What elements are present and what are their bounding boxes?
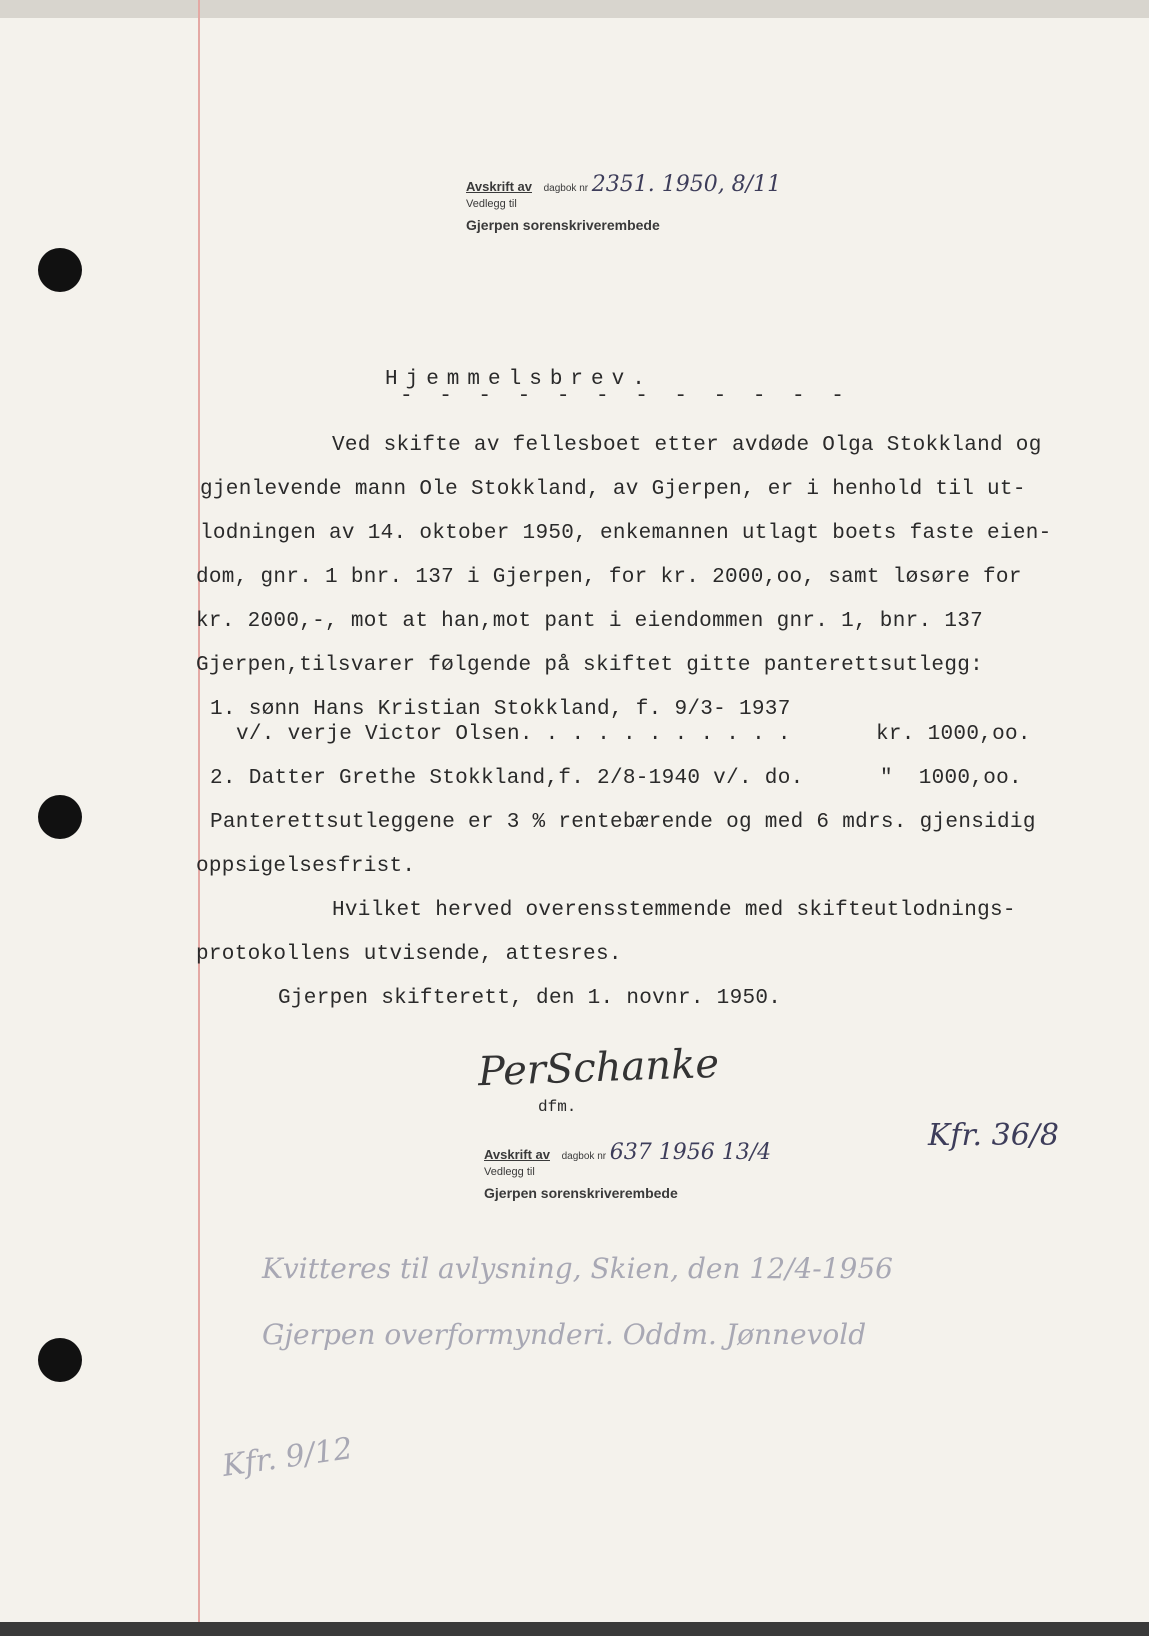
stamp-vedlegg-label: Vedlegg til — [466, 198, 517, 210]
signature-title: dfm. — [538, 1098, 577, 1116]
body-line: gjenlevende mann Ole Stokkland, av Gjerpen, er i henhold til ut- — [200, 478, 1026, 501]
signature: PerSchanke — [477, 1040, 720, 1096]
stamp-dagbok-label: dagbok nr — [543, 183, 589, 194]
scan-top-edge — [0, 0, 1149, 18]
handwritten-corner-note: Kfr. 9/12 — [220, 1431, 355, 1484]
stamp-office: Gjerpen sorenskriverembede — [484, 1185, 678, 1201]
closing-line: Hvilket herved overensstemmende med skifteutlodnings- — [332, 899, 1016, 922]
list-item-1-amount: kr. 1000,oo. — [876, 723, 1031, 746]
stamp-avskrift-label: Avskrift av — [466, 179, 532, 194]
stamp-office: Gjerpen sorenskriverembede — [466, 217, 660, 233]
stamp-handwritten-number: 2351. 1950, 8/11 — [591, 172, 782, 197]
punch-hole — [38, 1338, 82, 1382]
closing-line: oppsigelsesfrist. — [196, 855, 416, 878]
place-date-line: Gjerpen skifterett, den 1. novnr. 1950. — [278, 987, 782, 1010]
closing-line: Panterettsutleggene er 3 % rentebærende og med 6 mdrs. gjensidig — [210, 811, 1036, 834]
body-line: lodningen av 14. oktober 1950, enkemannen utlagt boets faste eien- — [200, 522, 1052, 545]
margin-line — [198, 0, 200, 1636]
closing-line: protokollens utvisende, attesres. — [196, 943, 622, 966]
stamp-handwritten-number: 637 1956 13/4 — [609, 1140, 772, 1165]
stamp-vedlegg-label: Vedlegg til — [484, 1166, 535, 1178]
body-line: Gjerpen,tilsvarer følgende på skiftet gitte panterettsutlegg: — [196, 654, 984, 677]
handwritten-note-line: Gjerpen overformynderi. Oddm. Jønnevold — [262, 1318, 867, 1351]
body-line: kr. 2000,-, mot at han,mot pant i eiendommen gnr. 1, bnr. 137 — [196, 610, 984, 633]
body-line: dom, gnr. 1 bnr. 137 i Gjerpen, for kr. 2000,oo, samt løsøre for — [196, 566, 1022, 589]
stamp-avskrift-label: Avskrift av — [484, 1147, 550, 1162]
list-item-2-amount: " 1000,oo. — [880, 767, 1022, 790]
punch-hole — [38, 795, 82, 839]
handwritten-note-line: Kvitteres til avlysning, Skien, den 12/4-1956 — [262, 1252, 893, 1285]
punch-hole — [38, 248, 82, 292]
list-item-1-line1: 1. sønn Hans Kristian Stokkland, f. 9/3- 1937 — [210, 698, 791, 721]
stamp-top — [466, 172, 781, 233]
stamp-dagbok-label: dagbok nr — [561, 1151, 607, 1162]
title-underline: - - - - - - - - - - - - — [400, 385, 851, 408]
list-item-2-line1: 2. Datter Grethe Stokkland,f. 2/8-1940 v/. do. — [210, 767, 804, 790]
list-item-1-line2: v/. verje Victor Olsen. . . . . . . . . . . — [236, 723, 791, 746]
body-line: Ved skifte av fellesboet etter avdøde Olga Stokkland og — [332, 434, 1042, 457]
scan-bottom-edge — [0, 1622, 1149, 1636]
handwritten-reference: Kfr. 36/8 — [928, 1118, 1060, 1153]
document-title: Hjemmelsbrev. — [385, 368, 653, 391]
stamp-bottom — [484, 1140, 771, 1201]
